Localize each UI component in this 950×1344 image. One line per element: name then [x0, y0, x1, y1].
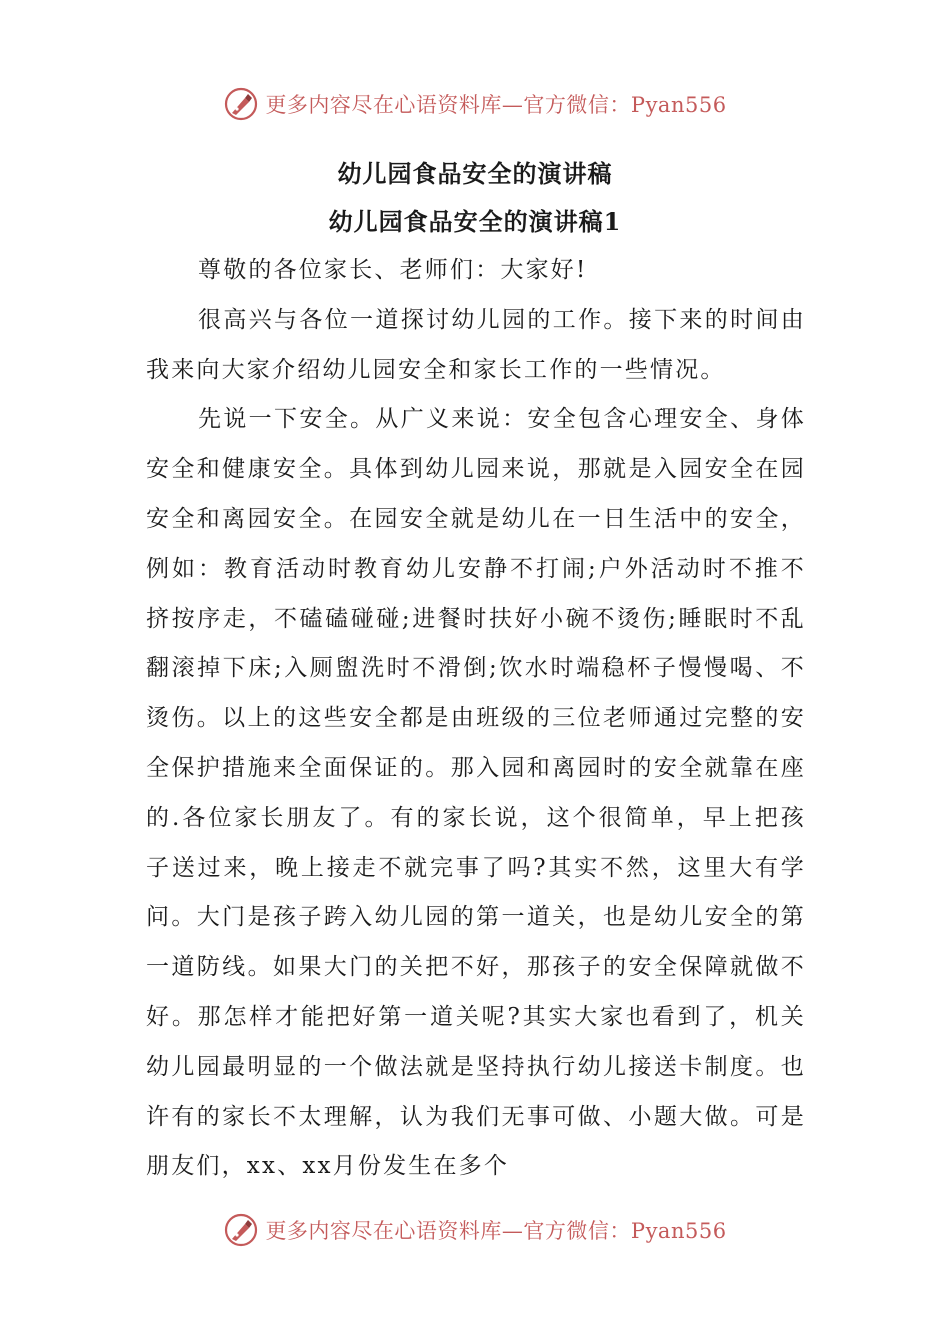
paragraph-intro: 很高兴与各位一道探讨幼儿园的工作。接下来的时间由我来向大家介绍幼儿园安全和家长工作的一些情况。 — [146, 306, 806, 383]
paragraph-safety: 先说一下安全。从广义来说：安全包含心理安全、身体安全和健康安全。具体到幼儿园来说，那就是入园安全在园安全和离园安全。在园安全就是幼儿在一日生活中的安全，例如：教育活动时教育幼儿安静不打闹;户外活动时不推不挤按序走，不磕磕碰碰;进餐时扶好小碗不烫伤;睡眠时不乱翻滚掉下床;入厕盥洗时不滑倒;饮水时端稳杯子慢慢喝、不烫伤。以上的这些安全都是由班级的三位老师通过完整的安全保护措施来全面保证的。那入园和离园时的安全就靠在座的.各位家长朋友了。有的家长说，这个很简单，早上把孩子送过来，晚上接走不就完事了吗?其实不然，这里大有学问。大门是孩子跨入幼儿园的第一道关，也是幼儿安全的第一道防线。如果大门的关把不好，那孩子的安全保障就做不好。那怎样才能把好第一道关呢?其实大家也看到了，机关幼儿园最明显的一个做法就是坚持执行幼儿接送卡制度。也许有的家长不太理解，认为我们无事可做、小题大做。可是朋友们，xx、xx月份发生在多个 — [146, 406, 806, 1180]
paragraph-greeting: 尊敬的各位家长、老师们：大家好! — [198, 257, 588, 283]
banner-text: 更多内容尽在心语资料库—官方微信：Pyan556 — [265, 93, 727, 117]
pen-nib-logo-icon — [223, 1212, 259, 1248]
footer-banner — [0, 1210, 950, 1250]
header-banner — [0, 84, 950, 124]
banner-text: 更多内容尽在心语资料库—官方微信：Pyan556 — [265, 1219, 727, 1243]
pen-nib-logo-icon — [223, 86, 259, 122]
document-body — [146, 246, 806, 1192]
document-subtitle: 幼儿园食品安全的演讲稿1 — [328, 207, 622, 236]
document-title: 幼儿园食品安全的演讲稿 — [337, 159, 613, 188]
